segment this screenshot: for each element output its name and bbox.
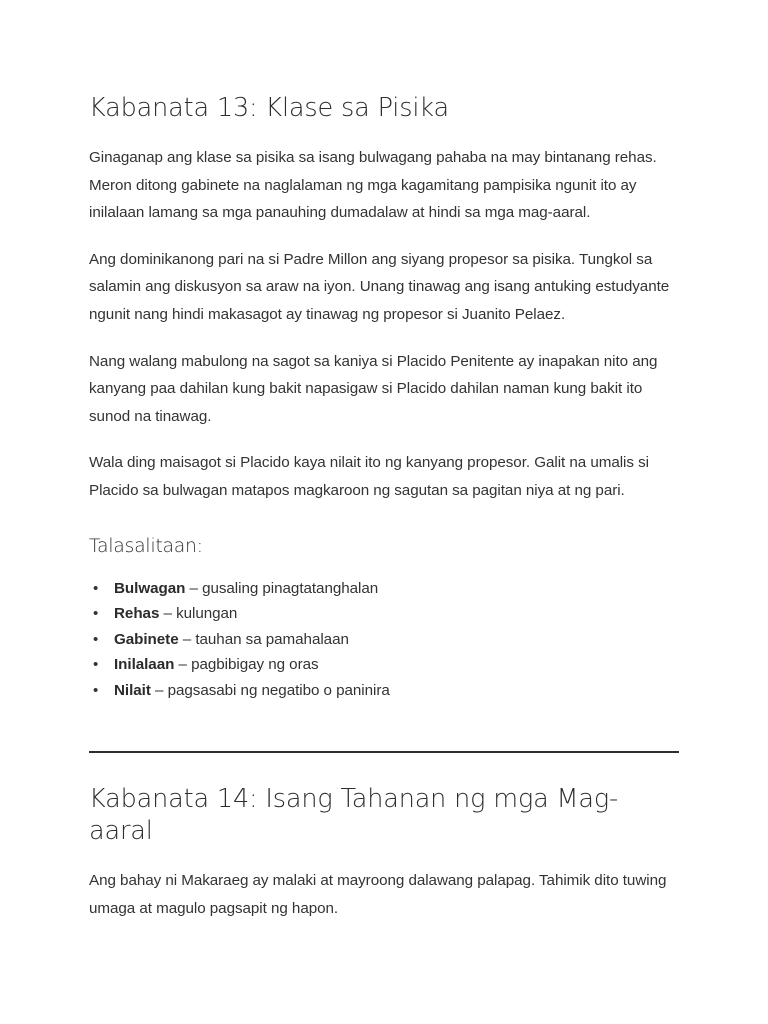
list-item bbox=[89, 652, 679, 678]
vocabulary-definition: – pagsasabi ng negatibo o paninira bbox=[155, 681, 390, 699]
chapter-14-paragraph-1: Ang bahay ni Makaraeg ay malaki at mayroong dalawang palapag. Tahimik dito tuwing umaga at magulo pagsapit ng hapon. bbox=[89, 872, 667, 917]
vocabulary-term: Nilait bbox=[114, 681, 151, 699]
chapter-13-paragraph-3: Nang walang mabulong na sagot sa kaniya si Placido Penitente ay inapakan nito ang kanyang paa dahilan kung bakit napasigaw si Placido dahilan naman kung bakit ito sunod na tinawag. bbox=[89, 352, 658, 425]
list-item bbox=[89, 627, 679, 653]
list-item bbox=[89, 678, 679, 704]
vocabulary-term: Inilalaan bbox=[114, 656, 175, 674]
vocabulary-definition: – gusaling pinagtatanghalan bbox=[189, 579, 379, 597]
chapter-13-paragraph-4: Wala ding maisagot si Placido kaya nilait ito ng kanyang propesor. Galit na umalis si Placido sa bulwagan matapos magkaroon ng sagutan sa pagitan niya at ng pari. bbox=[89, 454, 649, 499]
list-item bbox=[89, 601, 679, 627]
divider-container bbox=[89, 751, 679, 753]
vocabulary-term: Gabinete bbox=[114, 630, 179, 648]
vocabulary-definition: – pagbibigay ng oras bbox=[178, 656, 319, 674]
chapter-13-title: Kabanata 13: Klase sa Pisika bbox=[89, 93, 449, 123]
bullet-icon: • bbox=[93, 605, 99, 623]
vocabulary-list bbox=[89, 576, 679, 704]
vocabulary-definition: – tauhan sa pamahalaan bbox=[182, 630, 349, 648]
bullet-icon: • bbox=[93, 630, 99, 648]
vocabulary-term: Bulwagan bbox=[114, 579, 186, 597]
chapter-14-title: Kabanata 14: Isang Tahanan ng mga Mag-aaral bbox=[89, 784, 619, 847]
list-item bbox=[89, 576, 679, 602]
bullet-icon: • bbox=[93, 656, 99, 674]
bullet-icon: • bbox=[93, 579, 99, 597]
vocabulary-definition: – kulungan bbox=[163, 605, 238, 623]
spacer-before-vocabulary bbox=[89, 524, 679, 534]
vocabulary-term: Rehas bbox=[114, 605, 160, 623]
vocabulary-heading: Talasalitaan: bbox=[89, 535, 203, 557]
section-divider bbox=[89, 751, 679, 753]
chapter-13-paragraph-2: Ang dominikanong pari na si Padre Millon ang siyang propesor sa pisika. Tungkol sa salamin ang diskusyon sa araw na iyon. Unang tinawag ang isang antuking estudyante ngunit nang hindi makasagot ay tinawag ng propesor si Juanito Pelaez. bbox=[89, 250, 670, 323]
document-content bbox=[89, 92, 679, 922]
bullet-icon: • bbox=[93, 681, 99, 699]
chapter-13-paragraph-1: Ginaganap ang klase sa pisika sa isang bulwagang pahaba na may bintanang rehas. Meron ditong gabinete na naglalaman ng mga kagamitang pampisika ngunit ito ay inilalaan lamang sa mga panauhing dumadalaw at hindi sa mga mag-aaral. bbox=[89, 149, 657, 222]
